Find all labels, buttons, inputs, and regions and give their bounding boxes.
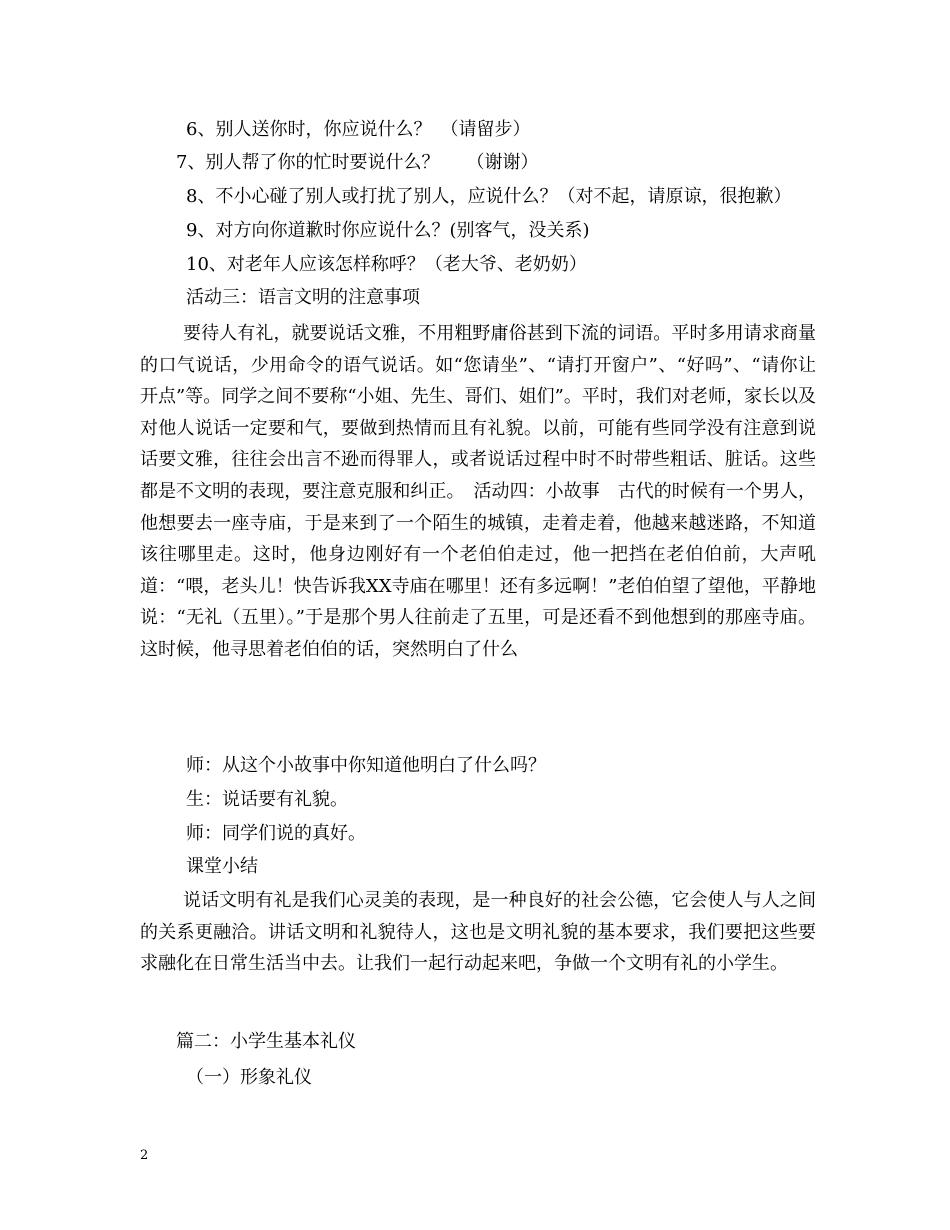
question-7: 7、别人帮了你的忙时要说什么？ （谢谢） [176,152,539,173]
section-title: 篇二：小学生基本礼仪 [176,1031,356,1052]
question-8: 8、不小心碰了别人或打扰了别人，应说什么？（对不起，请原谅，很抱歉） [186,186,792,207]
dialog-student-answer: 生：说话要有礼貌。 [186,789,348,810]
subsection-title: （一）形象礼仪 [186,1067,312,1088]
dialog-teacher-question: 师：从这个小故事中你知道他明白了什么吗？ [186,755,546,776]
activity-3-heading: 活动三：语言文明的注意事项 [186,287,420,308]
body-paragraph-1: 要待人有礼，就要说话文雅，不用粗野庸俗甚到下流的词语。平时多用请求商量的口气说话，少用命令的语气说话。如“您请坐”、“请打开窗户”、“好吗”、“请你让开点”等。同学之间不要称“小姐、先生、哥们、姐们”。平时，我们对老师，家长以及对他人说话一定要和气，要做到热情而且有礼貌。以前，可能有些同学没有注意到说话要文雅，往往会出言不逊而得罪人，或者说话过程中时不时带些粗话、脏话。这些都是不文明的表现，要注意克服和纠正。 活动四：小故事 古代的时候有一个男人，他想要去一座寺庙，于是来到了一个陌生的城镇，走着走着，他越来越迷路，不知道该往哪里走。这时，他身边刚好有一个老伯伯走过，他一把挡在老伯伯前，大声吼道：“喂，老头儿！快告诉我XX寺庙在哪里！还有多远啊！”老伯伯望了望他，平静地说：“无礼（五里）。”于是那个男人往前走了五里，可是还看不到他想到的那座寺庙。这时候，他寻思着老伯伯的话，突然明白了什么 [140,323,816,660]
question-6: 6、别人送你时，你应说什么？ （请留步） [186,119,531,140]
page-number: 2 [140,1148,149,1163]
question-9: 9、对方向你道歉时你应说什么？(别客气，没关系) [186,220,590,241]
body-paragraph-2: 说话文明有礼是我们心灵美的表现，是一种良好的社会公德，它会使人与人之间的关系更融洽。讲话文明和礼貌待人，这也是文明礼貌的基本要求，我们要把这些要求融化在日常生活当中去。让我们一起行动起来吧，争做一个文明有礼的小学生。 [140,890,816,975]
dialog-teacher-praise: 师：同学们说的真好。 [186,823,366,844]
question-10: 10、对老年人应该怎样称呼？（老大爷、老奶奶） [186,254,587,275]
class-summary-heading: 课堂小结 [186,856,258,877]
